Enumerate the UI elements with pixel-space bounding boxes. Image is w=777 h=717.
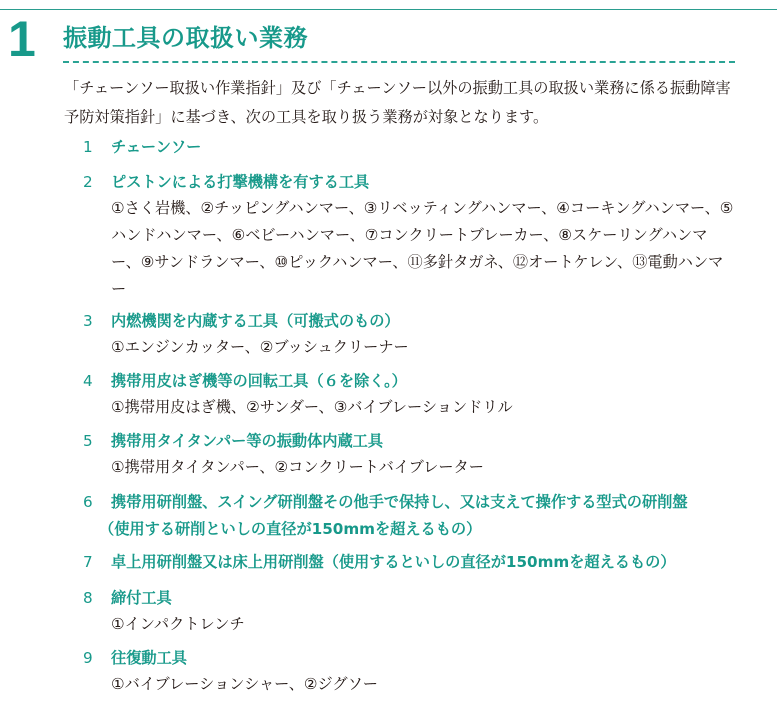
- item-title: 締付工具: [111, 589, 172, 607]
- item-heading: [83, 370, 736, 392]
- item-tools: ①携帯用皮はぎ機、②サンダー、③バイブレーションドリル: [111, 398, 513, 416]
- item-tools: ①携帯用タイタンパー、②コンクリートバイブレーター: [111, 458, 484, 476]
- item-number: 6: [83, 493, 93, 511]
- item-title: 携帯用タイタンパー等の振動体内蔵工具: [111, 432, 384, 450]
- item-title: チェーンソー: [111, 138, 202, 156]
- item-title: 内燃機関を内蔵する工具（可搬式のもの）: [111, 312, 400, 330]
- item-number: 5: [83, 432, 93, 450]
- item-tools: ①さく岩機、②チッピングハンマー、③リベッティングハンマー、④コーキングハンマー、⑤ハンドハンマー、⑥ベビーハンマー、⑦コンクリートブレーカー、⑧スケーリングハンマー、⑨サンドランマー、⑩ピックハンマー、⑪多針タガネ、⑫オートケレン、⑬電動ハンマー: [111, 199, 734, 298]
- list-item: [83, 136, 201, 158]
- item-title: 卓上用研削盤又は床上用研削盤（使用するといしの直径が150mmを超えるもの）: [111, 553, 676, 571]
- item-heading: [83, 430, 736, 452]
- item-number: 3: [83, 312, 93, 330]
- list-item: [83, 171, 736, 303]
- section-number: 1: [8, 11, 36, 67]
- list-item: [83, 310, 736, 361]
- item-heading: [83, 551, 676, 573]
- item-heading: [83, 491, 688, 513]
- item-heading: [83, 587, 736, 609]
- item-heading: [83, 171, 736, 193]
- item-tools: ①インパクトレンチ: [111, 615, 245, 633]
- item-title: 携帯用皮はぎ機等の回転工具（６を除く。）: [111, 372, 407, 390]
- item-number: 1: [83, 138, 93, 156]
- item-tools: ①エンジンカッター、②ブッシュクリーナー: [111, 338, 409, 356]
- item-number: 2: [83, 173, 93, 191]
- item-title: 携帯用研削盤、スイング研削盤その他手で保持し、又は支えて操作する型式の研削盤: [111, 493, 688, 511]
- list-item: [83, 587, 736, 638]
- item-heading: [83, 647, 736, 669]
- list-item: [83, 491, 688, 540]
- item-tools: ①バイブレーションシャー、②ジグソー: [111, 675, 378, 693]
- item-subtitle: （使用する研削といしの直径が150mmを超えるもの）: [99, 520, 482, 538]
- item-heading: [83, 310, 736, 332]
- item-number: 9: [83, 649, 93, 667]
- section-title: 振動工具の取扱い業務: [63, 24, 308, 52]
- item-number: 7: [83, 553, 93, 571]
- item-heading: [83, 136, 201, 158]
- list-item: [83, 647, 736, 698]
- title-underline: [63, 61, 735, 63]
- intro-paragraph: 「チェーンソー取扱い作業指針」及び「チェーンソー以外の振動工具の取扱い業務に係る振動障害予防対策指針」に基づき、次の工具を取り扱う業務が対象となります。: [64, 79, 731, 126]
- item-number: 4: [83, 372, 93, 390]
- top-rule: [0, 9, 777, 10]
- list-item: [83, 551, 676, 573]
- item-number: 8: [83, 589, 93, 607]
- list-item: [83, 370, 736, 421]
- item-title: 往復動工具: [111, 649, 187, 667]
- item-title: ピストンによる打撃機構を有する工具: [111, 173, 370, 191]
- list-item: [83, 430, 736, 481]
